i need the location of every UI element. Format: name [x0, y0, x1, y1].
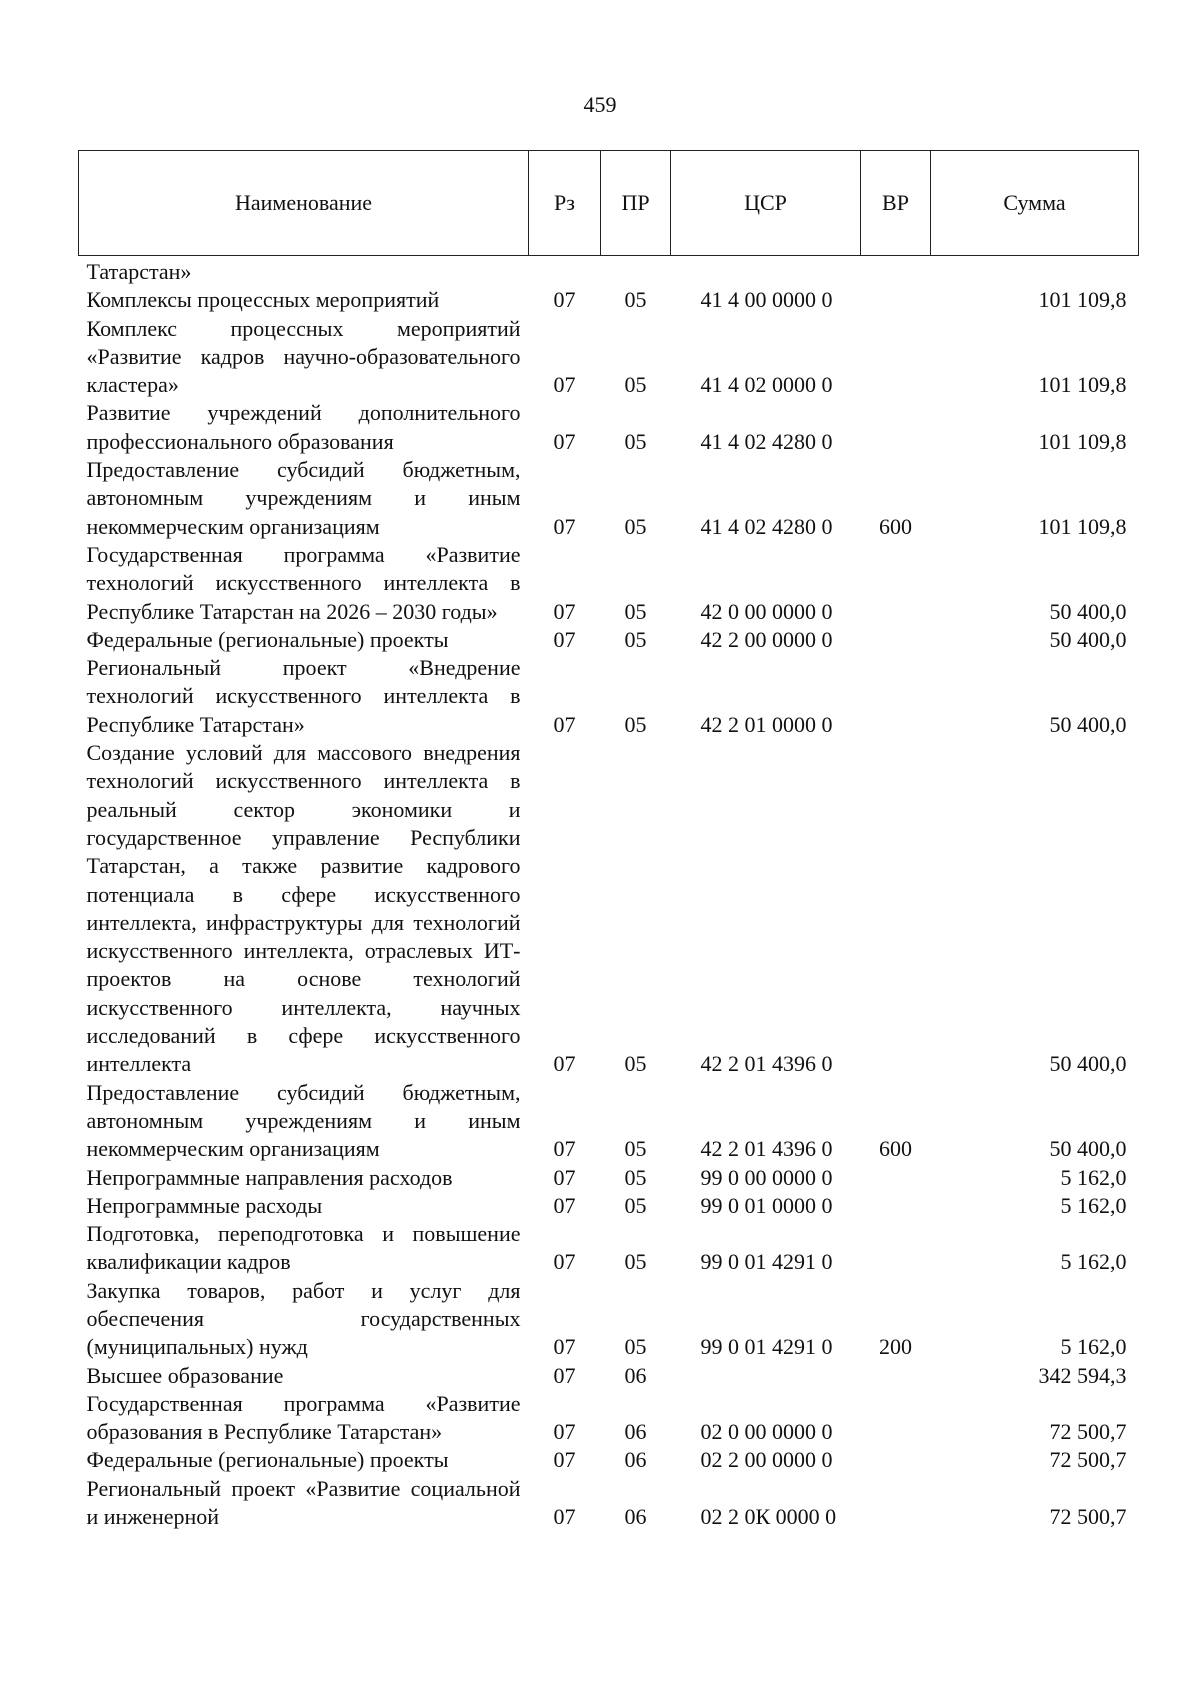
cell-rz: 07 [553, 711, 576, 737]
cell-name: Непрограммные направления расходов [86, 1164, 453, 1190]
cell-csr: 02 2 00 0000 0 [700, 1447, 833, 1473]
cell-rz: 07 [553, 1334, 576, 1360]
cell-csr: 02 2 0К 0000 0 [700, 1504, 837, 1530]
cell-pr: 05 [624, 1192, 647, 1218]
cell-pr: 05 [624, 711, 647, 737]
cell-pr [601, 256, 671, 287]
header-vr: ВР [861, 151, 931, 256]
cell-sum: 50 400,0 [1049, 1136, 1127, 1162]
cell-pr: 06 [624, 1362, 647, 1388]
cell-name: Закупка товаров, работ и услуг для обеспечения государственных (муниципальных) нужд [86, 1277, 521, 1360]
cell-sum: 101 109,8 [1038, 513, 1127, 539]
cell-sum: 72 500,7 [1049, 1504, 1127, 1530]
cell-pr: 05 [624, 598, 647, 624]
table-row [79, 399, 1139, 456]
table-row [79, 286, 1139, 314]
header-name: Наименование [79, 151, 529, 256]
cell-name: Федеральные (региональные) проекты [86, 1447, 449, 1473]
cell-vr [861, 1446, 931, 1474]
cell-sum: 50 400,0 [1049, 626, 1127, 652]
cell-vr [861, 256, 931, 287]
cell-vr [861, 739, 931, 1079]
cell-vr [861, 399, 931, 456]
cell-name: Высшее образование [86, 1362, 284, 1388]
cell-name: Региональный проект «Внедрение технологий искусственного интеллекта в Республике Татарстан» [86, 655, 521, 737]
cell-sum: 5 162,0 [1060, 1249, 1127, 1275]
budget-table [78, 150, 1139, 1531]
cell-vr: 200 [879, 1334, 912, 1360]
cell-rz: 07 [553, 1192, 576, 1218]
page-number: 459 [583, 92, 617, 117]
cell-rz: 07 [553, 372, 576, 398]
cell-pr: 06 [624, 1504, 647, 1530]
table-row [79, 315, 1139, 400]
cell-name: Подготовка, переподготовка и повышение квалификации кадров [86, 1221, 521, 1275]
table-row [79, 1362, 1139, 1390]
cell-csr: 41 4 02 4280 0 [700, 428, 833, 454]
cell-name: Развитие учреждений дополнительного профессионального образования [86, 400, 521, 454]
cell-rz: 07 [553, 1136, 576, 1162]
table-row [79, 1446, 1139, 1474]
table-row [79, 1192, 1139, 1220]
cell-csr: 41 4 02 4280 0 [700, 513, 833, 539]
cell-vr [861, 1192, 931, 1220]
cell-name: Комплекс процессных мероприятий «Развитие кадров научно-образовательного кластера» [86, 315, 521, 398]
cell-sum: 72 500,7 [1049, 1419, 1127, 1445]
cell-vr [861, 1220, 931, 1277]
cell-csr: 41 4 00 0000 0 [700, 287, 833, 313]
cell-pr: 05 [624, 287, 647, 313]
table-row [79, 1164, 1139, 1192]
cell-name: Государственная программа «Развитие технологий искусственного интеллекта в Республике Татарстан на 2026 – 2030 годы» [86, 541, 521, 624]
cell-rz: 07 [553, 1164, 576, 1190]
cell-vr: 600 [879, 1136, 912, 1162]
cell-sum: 5 162,0 [1060, 1164, 1127, 1190]
header-csr: ЦСР [671, 151, 861, 256]
cell-sum: 50 400,0 [1049, 598, 1127, 624]
cell-vr [861, 286, 931, 314]
cell-pr: 05 [624, 1051, 647, 1077]
cell-csr [671, 1362, 861, 1390]
cell-rz: 07 [553, 287, 576, 313]
table-row [79, 1390, 1139, 1447]
table-header [79, 151, 1139, 256]
cell-vr [861, 654, 931, 739]
table-body [79, 256, 1139, 1532]
cell-csr: 41 4 02 0000 0 [700, 372, 833, 398]
cell-name: Региональный проект «Развитие социальной и инженерной [86, 1475, 521, 1530]
cell-pr: 05 [624, 1334, 647, 1360]
cell-pr: 06 [624, 1447, 647, 1473]
cell-vr [861, 541, 931, 626]
header-pr: ПР [601, 151, 671, 256]
cell-sum: 50 400,0 [1049, 1051, 1127, 1077]
cell-sum: 5 162,0 [1060, 1192, 1127, 1218]
table-row [79, 541, 1139, 626]
cell-name: Федеральные (региональные) проекты [86, 626, 449, 652]
table-row [79, 456, 1139, 541]
cell-pr: 05 [624, 1136, 647, 1162]
cell-sum: 72 500,7 [1049, 1447, 1127, 1473]
cell-rz: 07 [553, 1051, 576, 1077]
cell-sum: 5 162,0 [1060, 1334, 1127, 1360]
cell-rz: 07 [553, 598, 576, 624]
cell-name: Татарстан» [86, 259, 192, 284]
cell-rz: 07 [553, 1419, 576, 1445]
table-row [79, 1277, 1139, 1362]
cell-csr [671, 256, 861, 287]
cell-pr: 05 [624, 372, 647, 398]
cell-csr: 02 0 00 0000 0 [700, 1419, 833, 1445]
cell-sum: 101 109,8 [1038, 372, 1127, 398]
cell-csr: 99 0 01 0000 0 [700, 1192, 833, 1218]
table-row [79, 256, 1139, 287]
cell-sum: 50 400,0 [1049, 711, 1127, 737]
cell-vr: 600 [879, 513, 912, 539]
cell-csr: 42 2 01 0000 0 [700, 711, 833, 737]
cell-rz: 07 [553, 428, 576, 454]
cell-name: Предоставление субсидий бюджетным, автономным учреждениям и иным некоммерческим организациям [86, 457, 521, 539]
table-row [79, 1220, 1139, 1277]
header-sum: Сумма [931, 151, 1139, 256]
cell-pr: 05 [624, 1164, 647, 1190]
cell-pr: 05 [624, 428, 647, 454]
cell-csr: 99 0 01 4291 0 [700, 1249, 833, 1275]
cell-sum: 342 594,3 [1038, 1362, 1127, 1388]
cell-rz [529, 256, 601, 287]
cell-rz: 07 [553, 1362, 576, 1388]
cell-csr: 99 0 01 4291 0 [700, 1334, 833, 1360]
cell-name: Комплексы процессных мероприятий [86, 287, 440, 313]
cell-rz: 07 [553, 626, 576, 652]
cell-rz: 07 [553, 513, 576, 539]
table-row [79, 1079, 1139, 1164]
cell-sum: 101 109,8 [1038, 287, 1127, 313]
cell-pr: 05 [624, 1249, 647, 1275]
cell-vr [861, 1475, 931, 1532]
header-rz: Рз [529, 151, 601, 256]
table-row [79, 1475, 1139, 1532]
cell-vr [861, 1164, 931, 1192]
cell-sum: 101 109,8 [1038, 428, 1127, 454]
cell-pr: 05 [624, 513, 647, 539]
cell-rz: 07 [553, 1504, 576, 1530]
cell-vr [861, 1362, 931, 1390]
cell-vr [861, 626, 931, 654]
cell-name: Непрограммные расходы [86, 1192, 323, 1218]
cell-sum [931, 256, 1139, 287]
cell-name: Предоставление субсидий бюджетным, автономным учреждениям и иным некоммерческим организациям [86, 1079, 521, 1162]
table-row [79, 626, 1139, 654]
table-row [79, 739, 1139, 1079]
cell-csr: 42 2 00 0000 0 [700, 626, 833, 652]
table-row [79, 654, 1139, 739]
cell-rz: 07 [553, 1249, 576, 1275]
cell-name: Создание условий для массового внедрения технологий искусственного интеллекта в реальный сектор экономики и государственное управление Республики Татарстан, а также развитие кадрового потенциала в сфере искусственного интеллекта, инфраструктуры для технологий искусственного интеллекта, отраслевых ИТ-проектов на основе технологий искусственного интеллекта, научных исследований в сфере искусственного интеллекта [86, 740, 521, 1077]
cell-csr: 42 2 01 4396 0 [700, 1136, 833, 1162]
cell-csr: 42 2 01 4396 0 [700, 1051, 833, 1077]
cell-vr [861, 1390, 931, 1447]
cell-csr: 42 0 00 0000 0 [700, 598, 833, 624]
cell-csr: 99 0 00 0000 0 [700, 1164, 833, 1190]
cell-pr: 05 [624, 626, 647, 652]
cell-name: Государственная программа «Развитие образования в Республике Татарстан» [86, 1390, 521, 1445]
cell-vr [861, 315, 931, 400]
cell-rz: 07 [553, 1447, 576, 1473]
cell-pr: 06 [624, 1419, 647, 1445]
